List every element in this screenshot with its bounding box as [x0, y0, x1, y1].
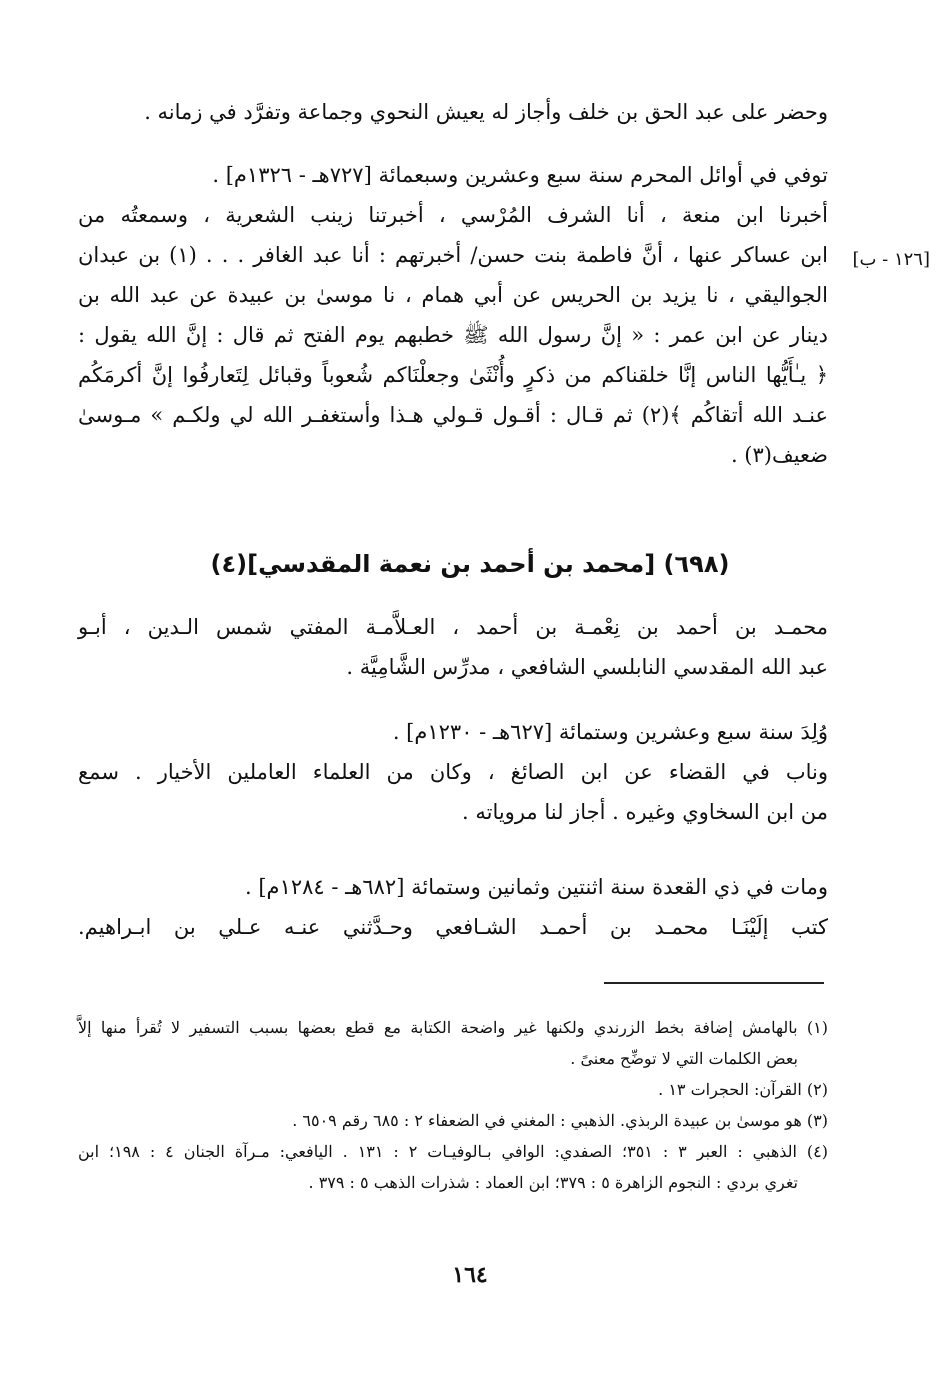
text-line: من ابن السخاوي وغيره . أجاز لنا مروياته . [461, 800, 828, 824]
manuscript-folio-note: [١٢٦ - ب] [852, 249, 930, 270]
text-line: كتب إلَيْنَـا محمـد بن أحمـد الشـافعي وحـدَّثني عنـه عـلي بن ابـراهيم. [78, 915, 828, 939]
footnote-2: (٢) القرآن: الحجرات ١٣ . [658, 1080, 828, 1099]
entry-intro [78, 607, 828, 687]
text-line: ﴿ يـٰأَيُّها الناس إنَّا خلقناكم من ذكرٍ وأُنْثَىٰ وجعلْنَاكم شُعوباً وقبائل لِتَعارفُوا إنَّ أكرمَكُم [78, 363, 828, 387]
page-number: ١٦٤ [452, 1262, 488, 1288]
text-line: الجواليقي ، نا يزيد بن الحريس عن أبي همام ، نا موسىٰ بن عبيدة عن عبد الله بن [78, 283, 828, 307]
text-line: ضعيف(٣) . [730, 443, 828, 467]
footnote-4-continued: تغري بردي : النجوم الزاهرة ٥ : ٣٧٩؛ ابن العماد : شذرات الذهب ٥ : ٣٧٩ . [308, 1173, 798, 1192]
text-line: ومات في ذي القعدة سنة اثنتين وثمانين وستمائة [٦٨٢هـ - ١٢٨٤م] . [245, 875, 828, 899]
text-line: عبد الله المقدسي النابلسي الشافعي ، مدرِّس الشَّامِيَّة . [346, 655, 828, 679]
top-paragraph [78, 92, 828, 132]
entry-birth [78, 712, 828, 832]
entry-heading: (٦٩٨) [محمد بن أحمد بن نعمة المقدسي](٤) [210, 550, 730, 578]
text-line: أخبرنا ابن منعة ، أنا الشرف المُرْسي ، أخبرتنا زينب الشعرية ، وسمعتُه من [78, 203, 828, 227]
footnote-separator [604, 982, 824, 984]
text-line: توفي في أوائل المحرم سنة سبع وعشرين وسبعمائة [٧٢٧هـ - ١٣٢٦م] . [212, 163, 828, 187]
text-line: وحضر على عبد الحق بن خلف وأجاز له يعيش النحوي وجماعة وتفرَّد في زمانه . [144, 100, 828, 124]
text-line: وناب في القضاء عن ابن الصائغ ، وكان من العلماء العاملين الأخيار . سمع [78, 760, 828, 784]
footnote-4: (٤) الذهبي : العبر ٣ : ٣٥١؛ الصفدي: الوافي بـالوفيـات ٢ : ١٣١ . اليافعي: مـرآة الجنان ٤ : ١٩٨؛ ابن [78, 1142, 829, 1161]
text-line: دينار عن ابن عمر : « إنَّ رسول الله ﷺ خطبهم يوم الفتح ثم قال : إنَّ الله يقول : [78, 323, 828, 347]
text-line: عنـد الله أتقاكُم ﴾(٢) ثم قـال : أقـول قـولي هـذا وأستغفـر الله لي ولكـم » مـوسىٰ [78, 403, 828, 427]
text-line: وُلِدَ سنة سبع وعشرين وستمائة [٦٢٧هـ - ١٢٣٠م] . [392, 720, 828, 744]
footnote-1: (١) بالهامش إضافة بخط الزرندي ولكنها غير واضحة الكتابة مع قطع بعضها بسبب التسفير لا تُقرأ منها إلاَّ [78, 1018, 828, 1037]
footnote-3: (٣) هو موسىٰ بن عبيدة الربذي. الذهبي : المغني في الضعفاء ٢ : ٦٨٥ رقم ٦٥٠٩ . [292, 1111, 828, 1130]
text-line: محمـد بن أحمد بن نِعْمـة بن أحمد ، العـلاَّمـة المفتي شمس الـدين ، أبـو [78, 615, 828, 639]
footnote-1-continued: بعض الكلمات التي لا توضِّح معنىً . [570, 1049, 798, 1068]
death-paragraph [78, 155, 828, 475]
footnotes [78, 1012, 828, 1198]
entry-death [78, 867, 828, 947]
text-line: ابن عساكر عنها ، أنَّ فاطمة بنت حسن/ أخبرتهم : أنا عبد الغافر . . . (١) بن عبدان [78, 243, 828, 267]
